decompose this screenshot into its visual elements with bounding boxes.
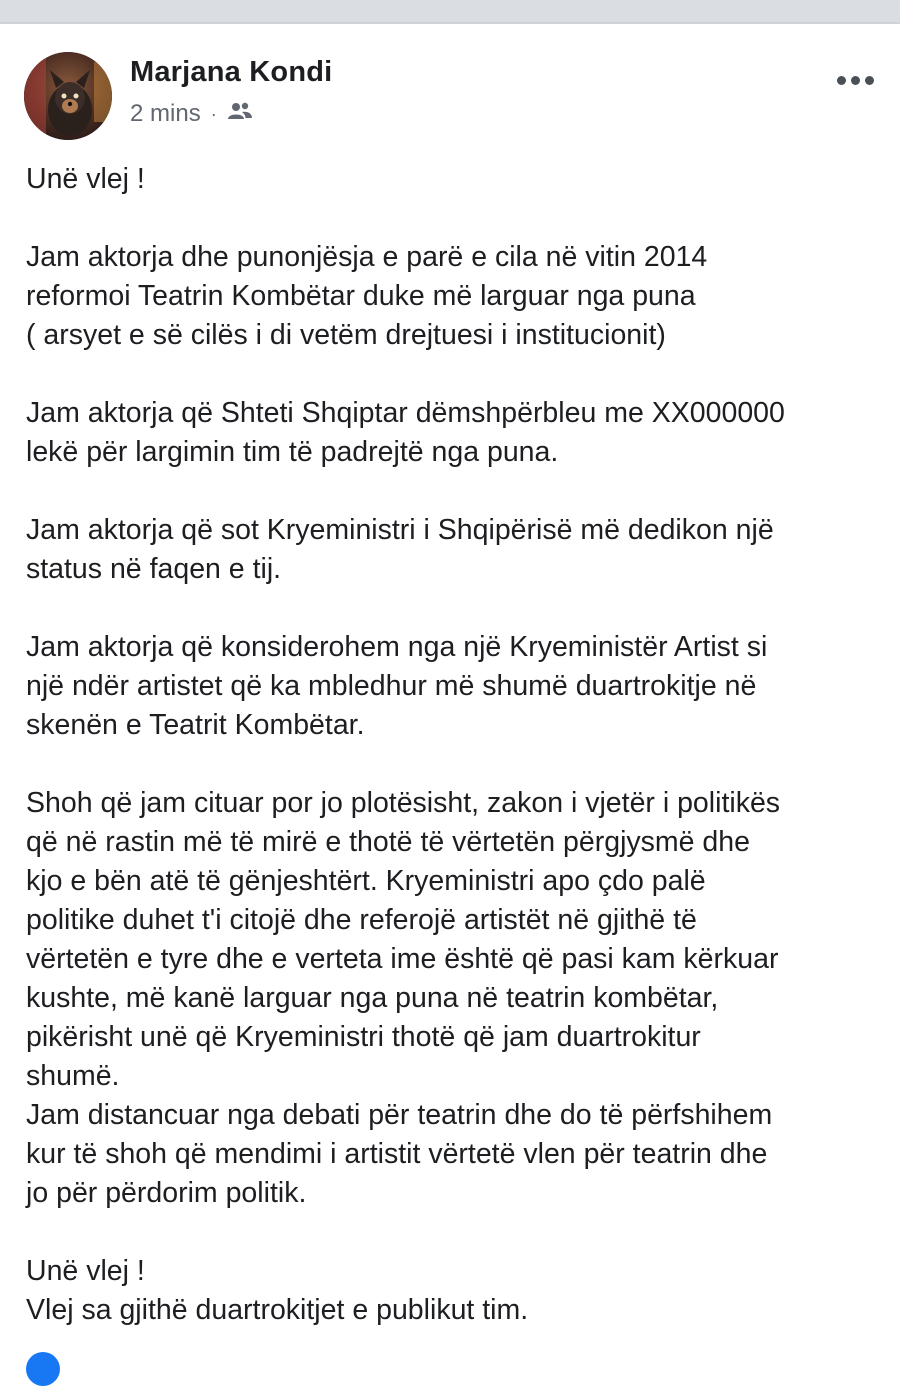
post-paragraph: Jam aktorja dhe punonjësja e parë e cila në vitin 2014 reformoi Teatrin Kombëtar duke më larguar nga puna ( arsyet e së cilës i di vetëm drejtuesi i institucionit) xyxy=(26,241,708,351)
more-options-icon[interactable] xyxy=(837,70,874,91)
meta-separator: · xyxy=(210,103,217,124)
post-card xyxy=(0,24,900,1362)
avatar[interactable] xyxy=(24,52,112,140)
author-name[interactable]: Marjana Kondi xyxy=(130,56,333,88)
post-meta xyxy=(130,100,253,128)
friends-icon[interactable] xyxy=(227,100,253,128)
post-paragraph: Jam distancuar nga debati për teatrin dhe do të përfshihem kur të shoh që mendimi i artistit vërtetë vlen për teatrin dhe jo për përdorim politik. xyxy=(26,1099,773,1209)
post-paragraph: Jam aktorja që sot Kryeministri i Shqipërisë më dedikon një status në faqen e tij. xyxy=(26,514,774,585)
post-paragraph: Jam aktorja që konsiderohem nga një Kryeministër Artist si një ndër artistet që ka mbledhur më shumë duartrokitje në skenën e Teatrit Kombëtar. xyxy=(26,631,768,741)
post-body xyxy=(26,160,886,1330)
post-time[interactable]: 2 mins xyxy=(130,100,201,127)
post-paragraph: Unë vlej ! Vlej sa gjithë duartrokitjet e publikut tim. xyxy=(26,1255,529,1326)
post-paragraph: Jam aktorja që Shteti Shqiptar dëmshpërbleu me XX000000 lekë për largimin tim të padrejtë nga puna. xyxy=(26,397,785,468)
avatar-image xyxy=(24,52,112,140)
reaction-icon[interactable] xyxy=(26,1352,60,1386)
top-bar xyxy=(0,0,900,24)
post-paragraph: Shoh që jam cituar por jo plotësisht, zakon i vjetër i politikës që në rastin më të mirë e thotë të vërtetën përgjysmë dhe kjo e bën atë të gënjeshtërt. Kryeministri apo çdo palë politike duhet t'i citojë dhe referojë artistët në gjithë të vërtetën e tyre dhe e verteta ime është që pasi kam kërkuar kushte, më kanë larguar nga puna në teatrin kombëtar, pikërisht unë që Kryeministri thotë që jam duartrokitur shumë. xyxy=(26,787,781,1092)
post-paragraph: Unë vlej ! xyxy=(26,163,145,195)
